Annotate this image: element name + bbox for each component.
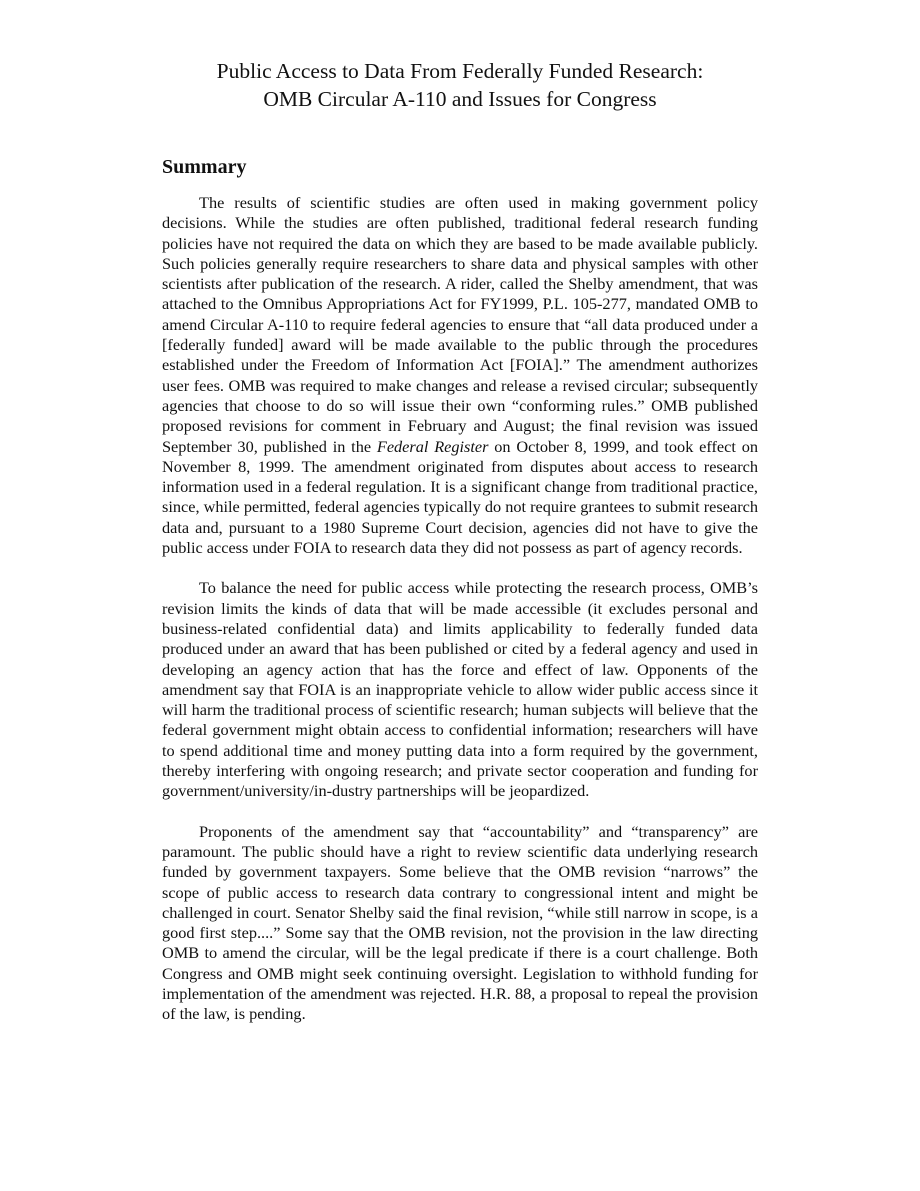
- title-line-1: Public Access to Data From Federally Funded Research:: [216, 59, 704, 83]
- paragraph-1-text-a: The results of scientific studies are often used in making government policy decisions. While the studies are often published, traditional federal research funding policies have not required the data on which they are based to be made available publicly. Such policies generally require researchers to share data and physical samples with other scientists after publication of the research. A rider, called the Shelby amendment, that was attached to the Omnibus Appropriations Act for FY1999, P.L. 105-277, mandated OMB to amend Circular A-110 to require federal agencies to ensure that “all data produced under a [federally funded] award will be made available to the public through the procedures established under the Freedom of Information Act [FOIA].” The amendment authorizes user fees. OMB was required to make changes and release a revised circular; subsequently agencies that choose to do so will issue their own “conforming rules.” OMB published proposed revisions for comment in February and August; the final revision was issued September 30, published in the: [162, 193, 758, 456]
- summary-paragraph-1: [162, 193, 758, 558]
- document-page: [162, 57, 758, 1045]
- summary-paragraph-2: To balance the need for public access while protecting the research process, OMB’s revision limits the kinds of data that will be made accessible (it excludes personal and business-related confidential data) and limits applicability to federally funded data produced under an award that has been published or cited by a federal agency and used in developing an agency action that has the force and effect of law. Opponents of the amendment say that FOIA is an inappropriate vehicle to allow wider public access since it will harm the traditional process of scientific research; human subjects will believe that the federal government might obtain access to confidential information; researchers will have to spend additional time and money putting data into a form required by the government, thereby interfering with ongoing research; and private sector cooperation and funding for government/university/in-dustry partnerships will be jeopardized.: [162, 578, 758, 801]
- summary-heading: Summary: [162, 156, 247, 178]
- title-line-2: OMB Circular A-110 and Issues for Congress: [263, 87, 657, 111]
- document-title: [162, 57, 758, 113]
- paragraph-1-text-b: on October 8, 1999, and took effect on November 8, 1999. The amendment originated from disputes about access to research information used in a federal regulation. It is a significant change from traditional practice, since, while permitted, federal agencies typically do not require grantees to submit research data and, pursuant to a 1980 Supreme Court decision, agencies did not have to give the public access under FOIA to research data they did not possess as part of agency records.: [162, 436, 758, 558]
- summary-paragraph-3: Proponents of the amendment say that “accountability” and “transparency” are paramount. The public should have a right to review scientific data underlying research funded by government taxpayers. Some believe that the OMB revision “narrows” the scope of public access to research data contrary to congressional intent and might be challenged in court. Senator Shelby said the final revision, “while still narrow in scope, is a good first step....” Some say that the OMB revision, not the provision in the law directing OMB to amend the circular, will be the legal predicate if there is a court challenge. Both Congress and OMB might seek continuing oversight. Legislation to withhold funding for implementation of the amendment was rejected. H.R. 88, a proposal to repeal the provision of the law, is pending.: [162, 821, 758, 1024]
- federal-register-italic: Federal Register: [376, 436, 489, 456]
